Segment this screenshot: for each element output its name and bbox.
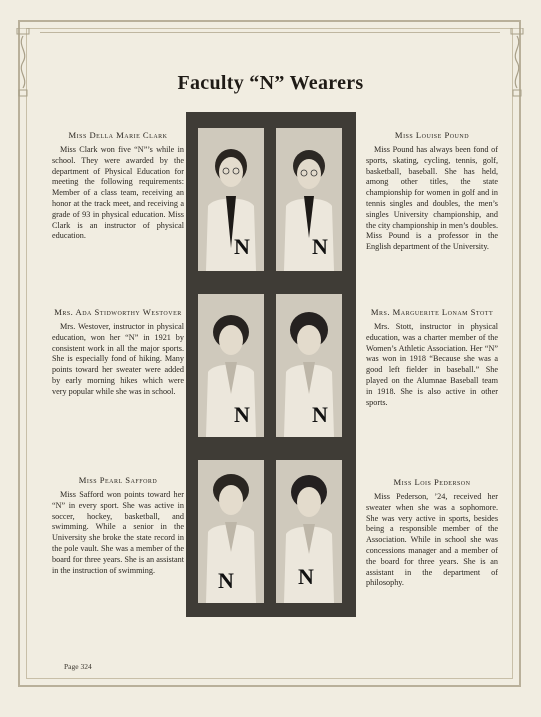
bio-text: Miss Safford won points toward her “N” in every sport. She was active in soccer, hockey, basketball, and swimming. While a senior in the University she broke the state record in the pole vault. She was a member of the board for three years. She is an assistant in the instruction of swimming. [52,490,184,575]
top-ornament-band [40,22,500,33]
bio-clark [52,130,184,242]
bio-text: Miss Pound has always been fond of sports, skating, cycling, tennis, golf, basketball, baseball. She has held, among other titles, the state championship for women in golf and in tennis singles and doubles, the men’s singles University championship, and the city championship in men’s doubles. Miss Pound is a professor in the English department of the University. [366,145,498,252]
bio-name: Mrs. Ada Stidworthy Westover [54,307,182,317]
bio-name: Miss Louise Pound [394,130,470,140]
portrait-pound-image [276,128,342,271]
bio-name: Miss Lois Pederson [393,477,471,487]
bio-pound [366,130,498,253]
portrait-photo-pound [276,128,342,271]
svg-text:N: N [298,564,314,589]
svg-text:N: N [312,402,328,427]
svg-text:N: N [312,234,328,259]
portrait-westover-image [198,294,264,437]
portrait-clark-image [198,128,264,271]
bio-westover [52,307,184,398]
bio-stott [366,307,498,408]
portrait-pederson-image [276,460,342,603]
svg-text:N: N [234,234,250,259]
bio-pederson [366,477,498,589]
portrait-photo-clark [198,128,264,271]
portrait-stott-image [276,294,342,437]
page-title: Faculty “N” Wearers [177,72,364,94]
svg-text:N: N [234,402,250,427]
bio-name: Miss Della Marie Clark [68,130,168,140]
portrait-photo-westover [198,294,264,437]
portrait-photo-pederson [276,460,342,603]
page-number: Page 324 [64,662,92,671]
portrait-photo-stott [276,294,342,437]
bio-safford [52,475,184,576]
portrait-safford-image [198,460,264,603]
bio-name: Miss Pearl Safford [78,475,158,485]
bio-text: Miss Pederson, ’24, received her sweater when she was a sophomore. She was very active in sports, besides being a responsible member of the Association. While in school she was concessions manager and a member of the board for three years. She is an assistant in the department of philosophy. [366,492,498,588]
bio-text: Mrs. Westover, instructor in physical education, won her “N” in 1921 by consistent work in all the major sports. She is especially fond of hiking. Many points toward her sweater were added by early morning hikes which were very popular while she was in school. [52,322,184,396]
portrait-photo-safford [198,460,264,603]
bio-text: Miss Clark won five “N”’s while in school. They were awarded by the department of Physical Education for meeting the following requirements: Member of a class team, receiving an honor at the track meet, and receiving a grade of 93 in physical education. Miss Clark is an instructor of physical education. [52,145,184,241]
bio-text: Mrs. Stott, instructor in physical education, was a charter member of the Women’s Athletic Association. Her “N” was won in 1918 “Because she was a good left fielder in baseball.” She played on the Alumnae Baseball team in 1918. She is also active in other sports. [366,322,498,407]
svg-text:N: N [218,568,234,593]
bio-name: Mrs. Marguerite Lonam Stott [370,307,494,317]
photo-panel [186,112,356,617]
